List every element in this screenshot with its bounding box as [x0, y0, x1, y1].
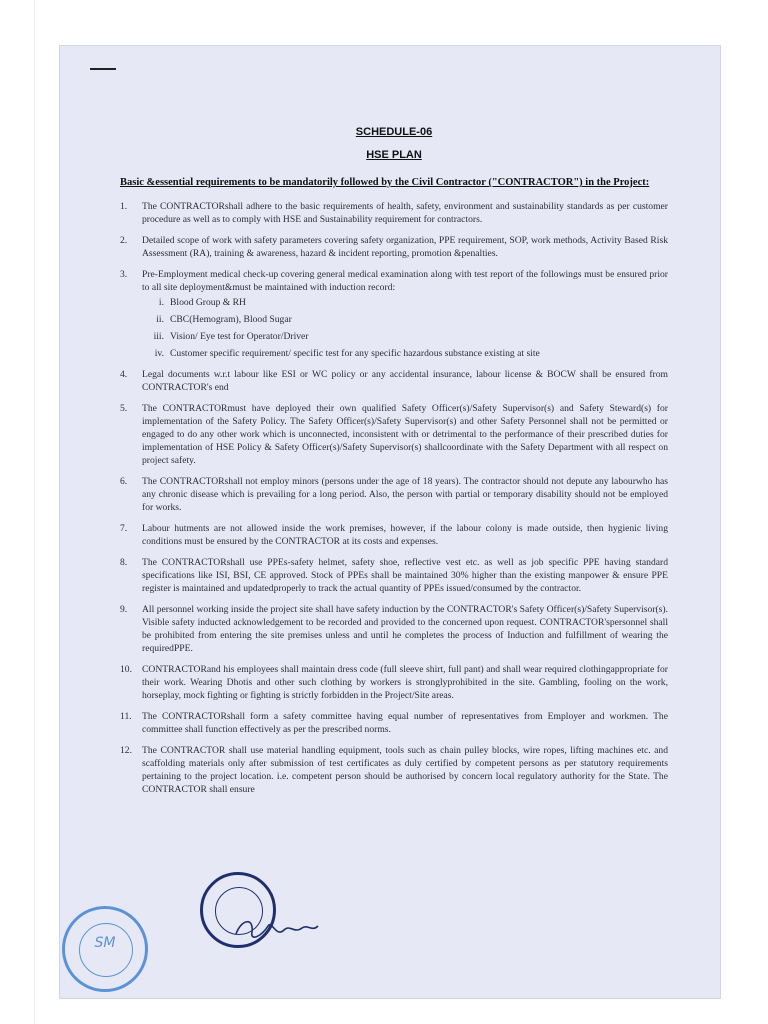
list-item — [120, 475, 668, 514]
company-seal-stamp — [62, 906, 148, 992]
sub-item — [140, 347, 668, 360]
list-item — [120, 522, 668, 548]
item-text: Labour hutments are not allowed inside the work premises, however, if the labour colony is made outside, then hygienic living conditions must be ensured by the CONTRACTOR at its costs and expenses. — [142, 523, 668, 547]
item-text: CONTRACTORand his employees shall maintain dress code (full sleeve shirt, full pant) and shall wear required clothingappropriate for their work. Wearing Dhotis and other such clothing by workers is stronglyprohibited in the site. Gambling, fooling on the work, horseplay, mock fighting or fighting is strictly forbidden in the Project/Site areas. — [142, 664, 668, 701]
item-number: 7. — [120, 523, 128, 534]
list-item — [120, 744, 668, 796]
document-body — [120, 126, 668, 804]
sub-item-number: iv. — [154, 348, 164, 359]
item-text: The CONTRACTORshall adhere to the basic requirements of health, safety, environment and sustainability standards as per customer procedure as well as to comply with HSE and Sustainability requirement for contractors. — [142, 201, 668, 225]
list-item — [120, 710, 668, 736]
list-item — [120, 234, 668, 260]
item-number: 4. — [120, 369, 128, 380]
item-number: 11. — [120, 711, 132, 722]
item-text: The CONTRACTORmust have deployed their own qualified Safety Officer(s)/Safety Supervisor(s) and Safety Steward(s) for implementation of the Safety Policy. The Safety Officer(s)/Safety Supervisor(s) and other Safety Personnel shall not be permitted or engaged to do any other work which is unconnected, inconsistent with or detrimental to the performance of their prescribed duties for implementation of HSE Policy & Safety Officer(s)/Safety Supervisor(s) shallcoordinate with the Safety Department with all respect on project safety. — [142, 403, 668, 466]
sub-item — [140, 330, 668, 343]
sub-item-number: iii. — [153, 331, 164, 342]
intro-heading: Basic &essential requirements to be mandatorily followed by the Civil Contractor ("CONTRACTOR") in the Project: — [120, 177, 650, 188]
sub-item-text: Customer specific requirement/ specific test for any specific hazardous substance existing at site — [170, 348, 540, 359]
item-text: The CONTRACTORshall form a safety committee having equal number of representatives from Employer and workmen. The committee shall function effectively as per the prescribed norms. — [142, 711, 668, 735]
list-item — [120, 200, 668, 226]
item-number: 3. — [120, 269, 128, 280]
item-text: The CONTRACTOR shall use material handling equipment, tools such as chain pulley blocks, wire ropes, lifting machines etc. and scaffolding materials only after submission of test certificates as duly certified by competent persons as per statutory requirements pertaining to the project location. i.e. competent person should be authorised by concern local regulatory authority for the State. The CONTRACTOR shall ensure — [142, 745, 668, 795]
list-item — [120, 663, 668, 702]
item-number: 5. — [120, 403, 128, 414]
list-item — [120, 556, 668, 595]
item-text: The CONTRACTORshall not employ minors (persons under the age of 18 years). The contractor should not depute any labourwho has any chronic disease which is prevailing for a long period. Also, the person with partial or temporary disability should not be employed for works. — [142, 476, 668, 513]
sub-item-number: i. — [158, 297, 164, 308]
item-number: 2. — [120, 235, 128, 246]
scan-edge-line — [34, 0, 35, 1024]
item-number: 12. — [120, 745, 132, 756]
item-number: 9. — [120, 604, 128, 615]
sub-item-text: CBC(Hemogram), Blood Sugar — [170, 314, 292, 325]
list-item — [120, 603, 668, 655]
page-mark — [90, 68, 116, 70]
item-text: Pre-Employment medical check-up covering general medical examination along with test report of the followings must be ensured prior to all site deployment&must be maintained with induction record: — [142, 269, 668, 293]
plan-title: HSE PLAN — [366, 149, 422, 161]
sub-item — [140, 313, 668, 326]
schedule-title: SCHEDULE-06 — [355, 126, 433, 138]
sub-item-text: Blood Group & RH — [170, 297, 246, 308]
item-text: All personnel working inside the project site shall have safety induction by the CONTRACTOR's Safety Officer(s)/Safety Supervisor(s). Visible safety inducted acknowledgement to be recorded and provided to the concerned upon request. CONTRACTOR'spersonnel shall be prohibited from entering the site premises unless and until he completes the process of Induction and fulfillment of wearing the requiredPPE. — [142, 604, 668, 654]
sub-item-number: ii. — [156, 314, 164, 325]
item-text: The CONTRACTORshall use PPEs-safety helmet, safety shoe, reflective vest etc. as well as job specific PPE having standard specifications like ISI, BSI, CE approved. Stock of PPEs shall be maintained 30% higher than the existing manpower & ensure PPE register is maintained and updatedproperly to track the actual quantity of PPEs issued/consumed by the contractor. — [142, 557, 668, 594]
item-number: 10. — [120, 664, 132, 675]
item-number: 6. — [120, 476, 128, 487]
list-item — [120, 268, 668, 294]
sub-item — [140, 296, 668, 309]
item-text: Legal documents w.r.t labour like ESI or WC policy or any accidental insurance, labour license & BOCW shall be ensured from CONTRACTOR's end — [142, 369, 668, 393]
list-item — [120, 368, 668, 394]
item-number: 1. — [120, 201, 128, 212]
list-item — [120, 402, 668, 467]
sub-item-text: Vision/ Eye test for Operator/Driver — [170, 331, 309, 342]
item-number: 8. — [120, 557, 128, 568]
seal-initials: SM — [94, 935, 116, 951]
item-text: Detailed scope of work with safety parameters covering safety organization, PPE requirement, SOP, work methods, Activity Based Risk Assessment (RA), training & awareness, hazard & incident reporting, promotion &penalties. — [142, 235, 668, 259]
signature-mark — [232, 912, 322, 946]
